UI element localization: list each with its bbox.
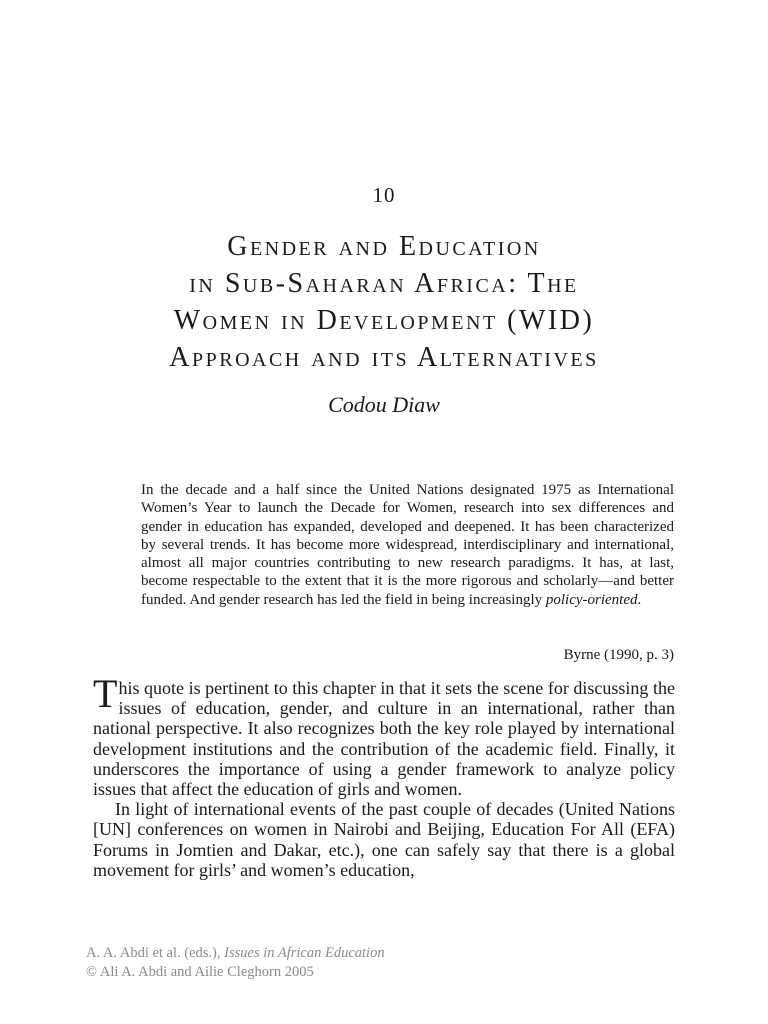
paragraph [93,671,675,800]
footer-editors: A. A. Abdi et al. (eds.), [86,945,221,961]
epigraph-text: In the decade and a half since the United Nations designated 1975 as International Women’s Year to launch the Decade for Women, research into sex differences and gender in education has expanded, developed and deepened. It has been characterized by several trends. It has become more widespread, interdisciplinary and international, almost all major countries contributing to new research paradigms. It has, at last, become respectable to the extent that it is the more rigorous and scholarly—and better funded. And gender research has led the field in being increasingly [141,482,674,608]
chapter-author: Codou Diaw [328,392,440,417]
epigraph-quote [141,481,674,609]
footer-book-title: Issues in African Education [224,945,385,961]
body-text [93,671,675,880]
page-footer [86,944,686,982]
paragraph-text: his quote is pertinent to this chapter in that it sets the scene for discussing the issues of education, gender, and culture in an international, rather than national perspective. It also recognizes both the key role played by international development institutions and the contribution of the academic field. Finally, it underscores the importance of using a gender framework to analyze policy issues that affect the education of girls and women. [93,678,675,800]
footer-source [86,944,686,963]
chapter-title-line: Gender and Education [227,231,541,262]
chapter-title-line: Approach and its Alternatives [169,342,599,373]
chapter-title [0,228,768,376]
chapter-title-line: in Sub-Saharan Africa: The [189,268,579,299]
chapter-title-line: Women in Development (WID) [173,305,595,336]
epigraph-citation: Byrne (1990, p. 3) [563,647,674,663]
footer-copyright: © Ali A. Abdi and Ailie Cleghorn 2005 [86,964,314,980]
chapter-number: 10 [372,183,396,207]
epigraph-emphasis: policy-oriented [545,591,638,608]
paragraph-text: In light of international events of the past couple of decades (United Nations [UN] conferences on women in Nairobi and Beijing, Education For All (EFA) Forums in Jomtien and Dakar, etc.), one can safely say that there is a global movement for girls’ and women’s education, [93,799,675,880]
drop-cap: T [93,671,118,716]
paragraph [93,799,675,880]
epigraph-end: . [637,591,642,608]
